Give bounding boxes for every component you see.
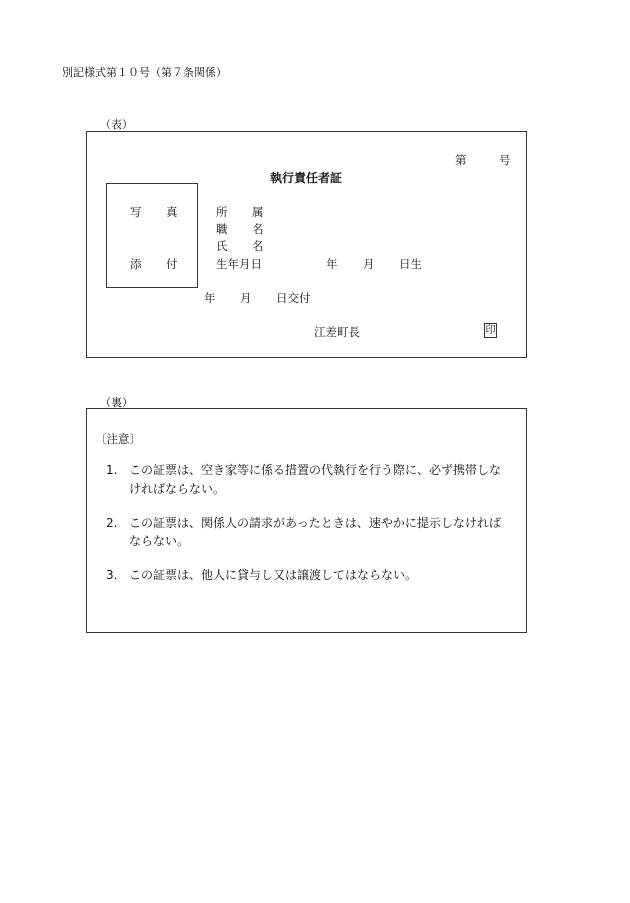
photo-text-1: 写 [130, 205, 142, 219]
note-1-line-2: ければならない。 [129, 482, 226, 496]
field-position-a: 職 [216, 222, 228, 236]
front-label: （表） [100, 118, 133, 131]
note-3-number: 3. [106, 568, 118, 582]
issue-month-unit: 月 [240, 291, 252, 305]
note-2-line-2: ならない。 [129, 534, 190, 548]
issuer: 江差町長 [314, 325, 360, 339]
photo-text-4: 付 [166, 257, 178, 271]
birth-year-unit: 年 [326, 257, 338, 271]
photo-text-2: 真 [166, 205, 178, 219]
field-name-b: 名 [252, 239, 264, 253]
note-3-line-1: この証票は、他人に貸与し又は譲渡してはならない。 [129, 568, 418, 582]
card-title: 執行責任者証 [270, 171, 343, 185]
issue-year-unit: 年 [204, 291, 216, 305]
field-affiliation-b: 属 [252, 205, 264, 219]
photo-area [106, 183, 198, 288]
photo-text-3: 添 [130, 257, 142, 271]
form-number-header: 別記様式第１０号（第７条関係） [62, 66, 227, 79]
field-position-b: 名 [252, 222, 264, 236]
note-1-line-1: この証票は、空き家等に係る措置の代執行を行う際に、必ず携帯しな [129, 463, 502, 477]
note-2-number: 2. [106, 516, 118, 530]
birth-month-unit: 月 [363, 257, 375, 271]
number-dai: 第 [455, 153, 467, 167]
note-1-number: 1. [106, 463, 118, 477]
back-label: （裏） [100, 396, 133, 409]
number-go: 号 [499, 153, 511, 167]
issue-day-unit: 日交付 [276, 291, 311, 305]
seal-mark: 印 [485, 325, 496, 336]
field-birthdate: 生年月日 [216, 257, 262, 271]
birth-day-unit: 日生 [399, 257, 422, 271]
field-name-a: 氏 [216, 239, 228, 253]
field-affiliation-a: 所 [216, 205, 228, 219]
note-2-line-1: この証票は、関係人の請求があったときは、速やかに提示しなければ [129, 516, 501, 530]
caution-heading: 〔注意〕 [95, 432, 141, 446]
